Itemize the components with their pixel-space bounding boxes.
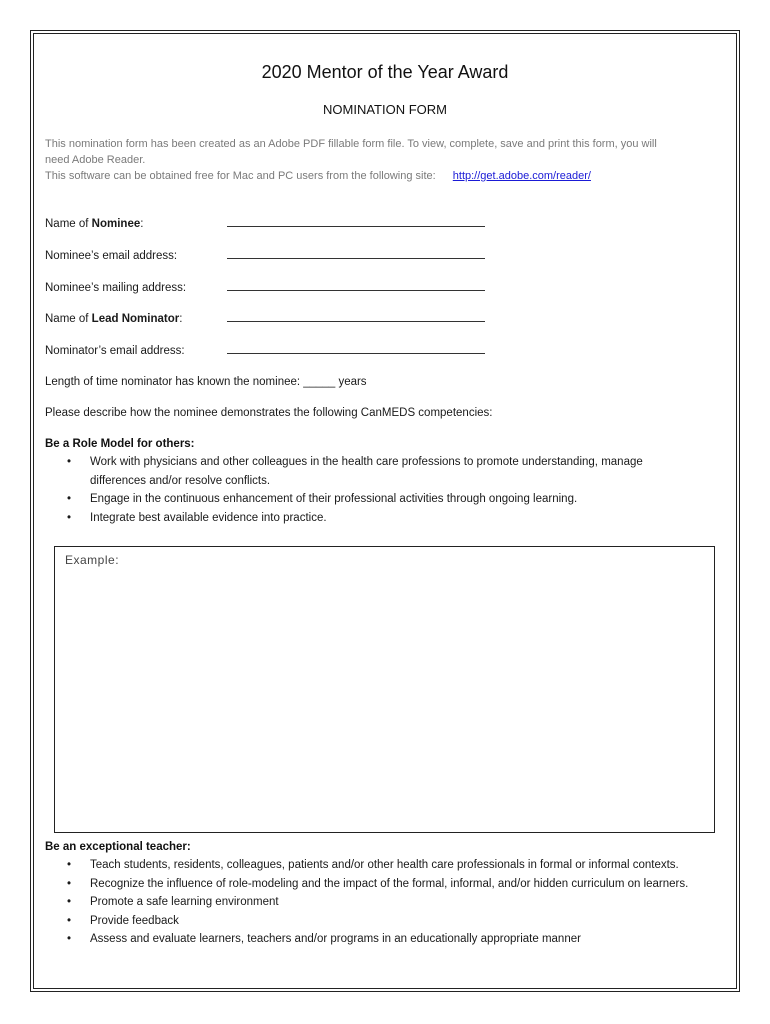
example-text-area[interactable]	[54, 546, 715, 833]
bullet-icon: •	[67, 456, 72, 468]
bullet-icon: •	[67, 493, 72, 505]
role-model-list	[45, 453, 735, 527]
bullet-icon: •	[67, 914, 72, 927]
field-lead-nominator	[45, 312, 495, 325]
bullet-icon: •	[67, 859, 72, 871]
field-label: Nominator’s email address:	[45, 345, 185, 357]
adobe-reader-link[interactable]: http://get.adobe.com/reader/	[452, 170, 591, 182]
bullet-icon: •	[67, 933, 72, 945]
intro-line-3	[45, 168, 725, 184]
intro-line-3-text: This software can be obtained free for Mac and PC users from the following site:	[45, 170, 436, 182]
teacher-heading: Be an exceptional teacher:	[45, 841, 191, 853]
nominator-email-input[interactable]	[227, 344, 485, 354]
describe-instruction: Please describe how the nominee demonstrates the following CanMEDS competencies:	[45, 407, 493, 419]
field-label: Name of Lead Nominator:	[45, 313, 183, 325]
teacher-list	[45, 856, 735, 949]
field-label: Name of Nominee:	[45, 218, 144, 230]
list-item-continuation: differences and/or resolve conflicts.	[90, 474, 271, 487]
nominee-name-input[interactable]	[227, 217, 485, 227]
page-title: 2020 Mentor of the Year Award	[261, 62, 509, 82]
intro-line-1: This nomination form has been created as an Adobe PDF fillable form file. To view, complete, save and print this form, you will	[45, 138, 657, 150]
field-nominee-email	[45, 249, 495, 262]
nominee-email-input[interactable]	[227, 249, 485, 259]
bullet-icon: •	[67, 896, 72, 908]
intro-line-2: need Adobe Reader.	[45, 154, 146, 166]
form-subtitle: NOMINATION FORM	[323, 102, 447, 117]
lead-nominator-input[interactable]	[227, 312, 485, 322]
field-nominee-mailing	[45, 281, 495, 294]
list-item: • Engage in the continuous enhancement of their professional activities through ongoing learning.	[45, 490, 735, 509]
intro-text	[45, 136, 725, 184]
bullet-icon: •	[67, 877, 72, 890]
field-nominator-email	[45, 344, 495, 357]
list-item: • Work with physicians and other colleagues in the health care professions to promote understanding, manage	[45, 453, 735, 472]
list-item: • Promote a safe learning environment	[45, 893, 735, 912]
length-of-time-line[interactable]: Length of time nominator has known the nominee: _____ years	[45, 376, 367, 388]
list-item: • Provide feedback	[45, 912, 735, 931]
field-nominee-name	[45, 217, 495, 230]
field-label: Nominee’s mailing address:	[45, 282, 187, 294]
list-item: • Teach students, residents, colleagues, patients and/or other health care professionals in formal or informal contexts.	[45, 856, 735, 875]
example-label: Example:	[65, 553, 120, 567]
field-label: Nominee’s email address:	[45, 250, 178, 262]
role-model-heading: Be a Role Model for others:	[45, 438, 195, 450]
list-item: • Recognize the influence of role-modeling and the impact of the formal, informal, and/or hidden curriculum on learners.	[45, 875, 735, 894]
list-item: • Integrate best available evidence into practice.	[45, 509, 735, 528]
list-item: • Assess and evaluate learners, teachers and/or programs in an educationally appropriate manner	[45, 930, 735, 949]
bullet-icon: •	[67, 511, 72, 524]
nominee-mailing-input[interactable]	[227, 281, 485, 291]
